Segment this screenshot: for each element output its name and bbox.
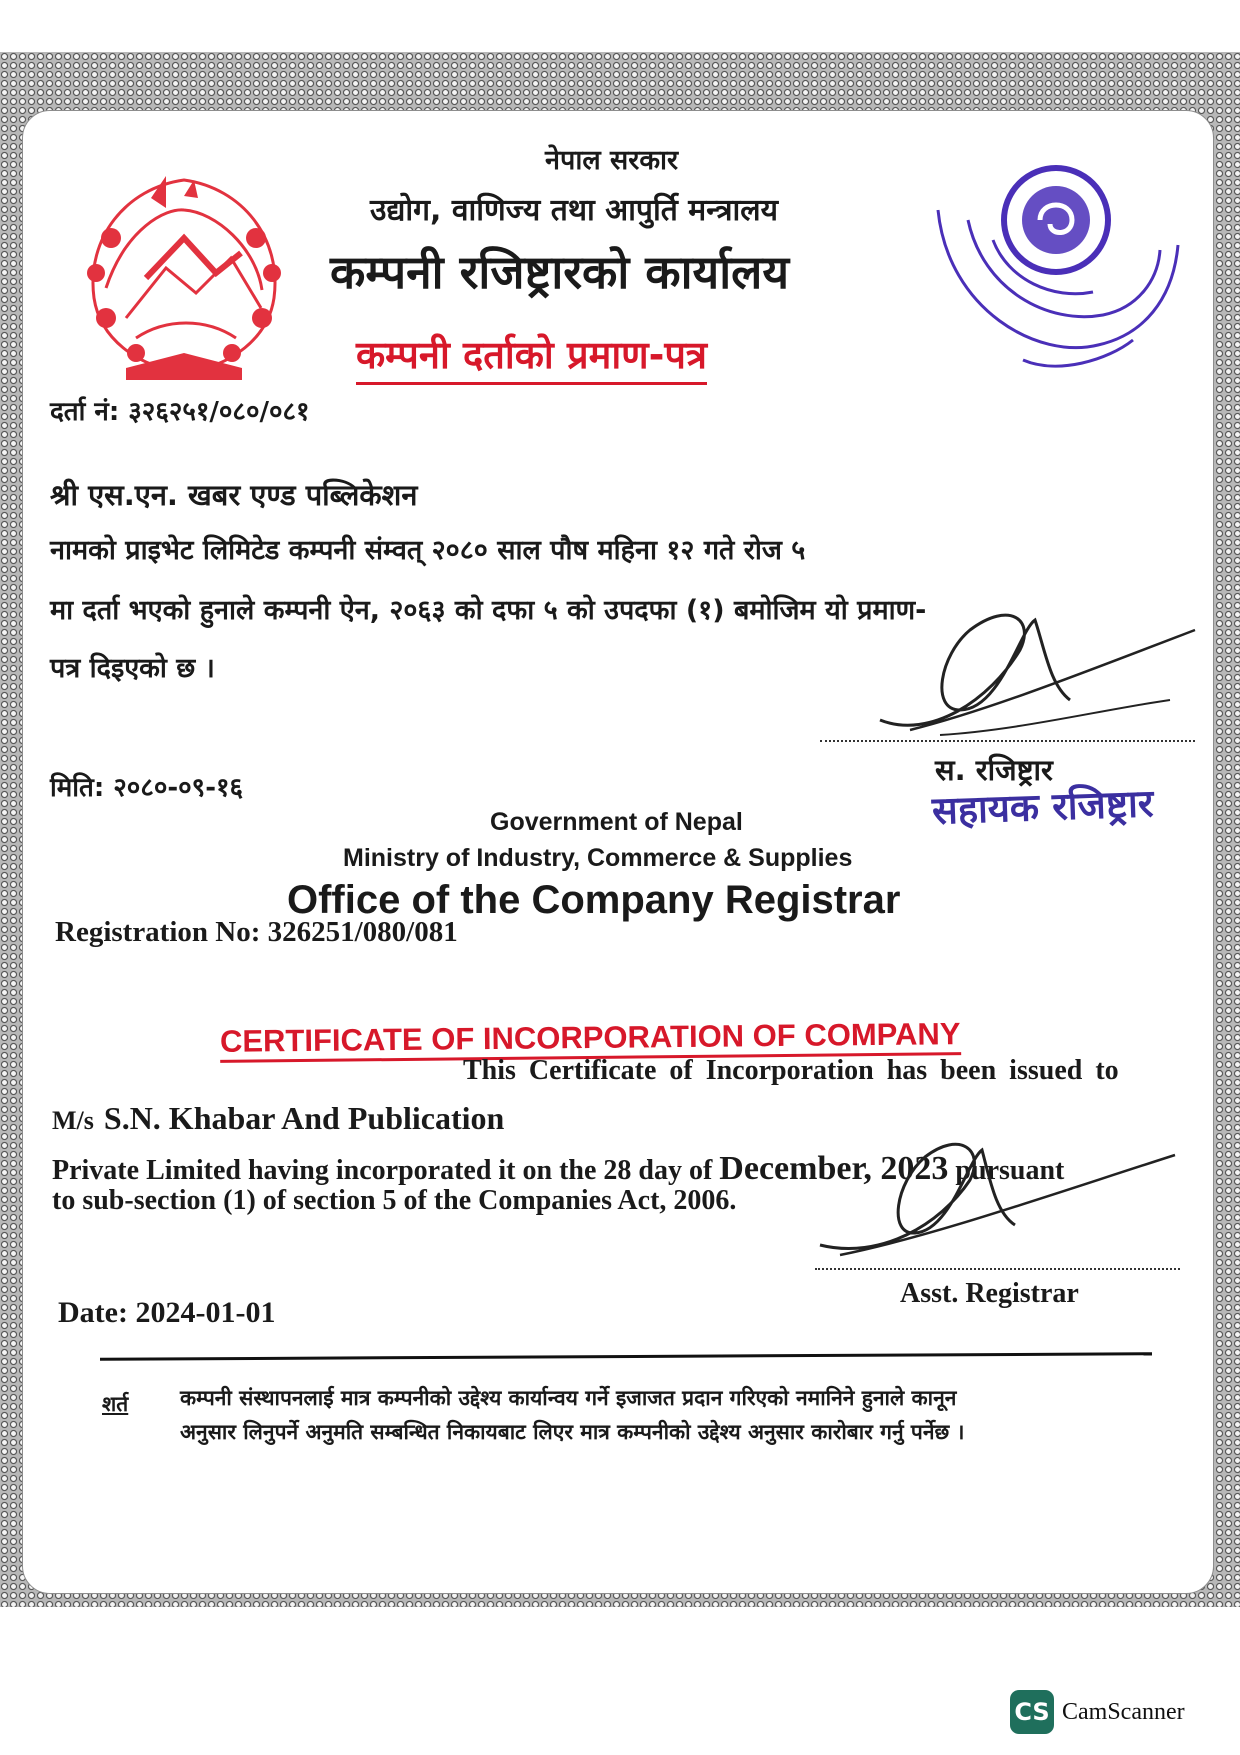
en-company-name-text: S.N. Khabar And Publication <box>103 1100 505 1136</box>
np-office-heading: कम्पनी रजिष्ट्रारको कार्यालय <box>330 245 790 299</box>
en-signatory-label: Asst. Registrar <box>900 1278 1079 1309</box>
np-ministry-heading: उद्योग, वाणिज्य तथा आपुर्ति मन्त्रालय <box>370 193 779 228</box>
camscanner-label: CamScanner <box>1062 1698 1185 1725</box>
condition-label: शर्त <box>102 1392 129 1416</box>
signature-en-icon <box>810 1125 1180 1265</box>
en-company-prefix: M/s <box>52 1106 94 1135</box>
np-signatory-label: स. रजिष्ट्रार <box>935 753 1053 787</box>
np-certificate-title: कम्पनी दर्ताको प्रमाण-पत्र <box>356 328 707 385</box>
np-government-heading: नेपाल सरकार <box>545 145 679 176</box>
en-body-line-2b: December, 2023 <box>719 1150 949 1187</box>
signature-line-np <box>820 740 1195 742</box>
signature-line-en <box>815 1268 1180 1270</box>
signature-np-icon <box>870 590 1200 750</box>
np-company-name: श्री एस.एन. खबर एण्ड पब्लिकेशन <box>50 478 418 512</box>
np-registration-number: दर्ता नं: ३२६२५१/०८०/०८१ <box>50 397 310 427</box>
en-body-line-2c: pursuant <box>948 1155 1065 1186</box>
en-government-heading: Government of Nepal <box>490 808 743 836</box>
en-office-heading: Office of the Company Registrar <box>287 878 901 922</box>
en-certificate-title: CERTIFICATE OF INCORPORATION OF COMPANY <box>220 1016 961 1063</box>
np-body-line-3: पत्र दिइएको छ । <box>50 653 215 684</box>
nepal-emblem-icon <box>66 168 302 383</box>
np-date: मिति: २०८०-०९-१६ <box>50 773 244 803</box>
en-ministry-heading: Ministry of Industry, Commerce & Supplies <box>343 844 853 872</box>
camscanner-logo-icon: CS <box>1010 1690 1054 1734</box>
en-company-name <box>52 1100 504 1137</box>
np-body-line-1: नामको प्राइभेट लिमिटेड कम्पनी संम्वत् २०८० साल पौष महिना १२ गते रोज ५ <box>50 535 806 566</box>
en-registration-number: Registration No: 326251/080/081 <box>55 916 458 948</box>
en-date: Date: 2024-01-01 <box>58 1296 276 1329</box>
office-seal-icon <box>928 150 1183 390</box>
np-body-line-2: मा दर्ता भएको हुनाले कम्पनी ऐन, २०६३ को दफा ५ को उपदफा (१) बमोजिम यो प्रमाण- <box>50 595 927 626</box>
condition-line-2: अनुसार लिनुपर्ने अनुमति सम्बन्धित निकायबाट लिएर मात्र कम्पनीको उद्देश्य अनुसार कारोबार गर्नु पर्नेछ । <box>180 1420 965 1444</box>
en-body-line-3: to sub-section (1) of section 5 of the Companies Act, 2006. <box>52 1185 737 1216</box>
en-body-line-2a: Private Limited having incorporated it on the 28 day of <box>52 1155 720 1186</box>
en-body-line-1: This Certificate of Incorporation has been issued to <box>463 1055 1119 1086</box>
np-signatory-stamp: सहायक रजिष्ट्रार <box>931 781 1155 833</box>
condition-line-1: कम्पनी संस्थापनलाई मात्र कम्पनीको उद्देश्य कार्यान्वय गर्ने इजाजत प्रदान गरिएको नमानिने हुनाले कानून <box>180 1386 957 1410</box>
camscanner-watermark <box>1010 1690 1185 1734</box>
